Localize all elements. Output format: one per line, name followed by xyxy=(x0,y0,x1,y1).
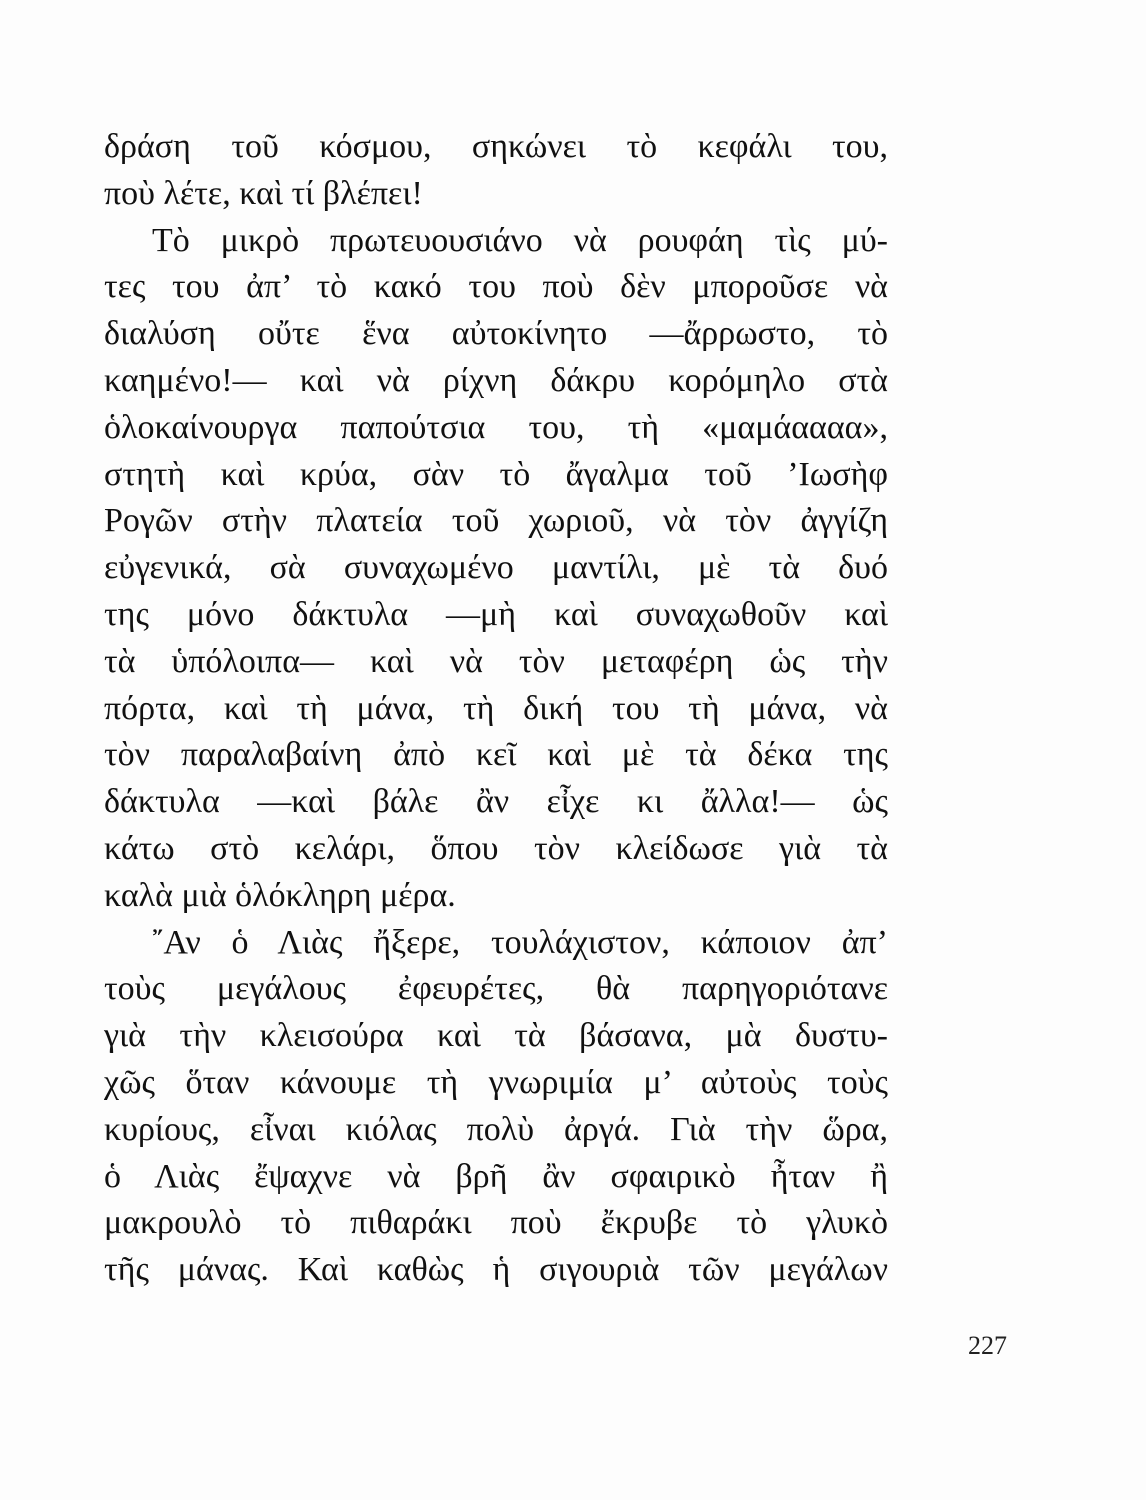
text-line: τοὺς μεγάλους ἐφευρέτες, θὰ παρηγοριότανε xyxy=(104,970,888,1008)
text-line: καλὰ μιὰ ὁλόκληρη μέρα. xyxy=(104,876,456,914)
text-line: ὁ Λιὰς ἔψαχνε νὰ βρῆ ἂν σφαιρικὸ ἦταν ἢ xyxy=(104,1157,888,1195)
text-line: τες του ἀπ’ τὸ κακό του ποὺ δὲν μποροῦσε νὰ xyxy=(104,268,888,306)
text-line: εὐγενικά, σὰ συναχωμένο μαντίλι, μὲ τὰ δυό xyxy=(104,549,888,587)
text-line: καημένο!— καὶ νὰ ρίχνη δάκρυ κορόμηλο στὰ xyxy=(104,361,888,399)
text-line: διαλύση οὔτε ἕνα αὐτοκίνητο —ἄρρωστο, τὸ xyxy=(104,315,888,353)
text-line: τῆς μάνας. Καὶ καθὼς ἡ σιγουριὰ τῶν μεγάλων xyxy=(104,1251,888,1289)
text-line: ῎Αν ὁ Λιὰς ἤξερε, τουλάχιστον, κάποιον ἀπ’ xyxy=(152,923,888,961)
text-line: κάτω στὸ κελάρι, ὅπου τὸν κλείδωσε γιὰ τὰ xyxy=(104,829,888,867)
text-line: δράση τοῦ κόσμου, σηκώνει τὸ κεφάλι του, xyxy=(104,128,888,165)
text-line: ποὺ λέτε, καὶ τί βλέπει! xyxy=(104,174,423,212)
text-line: μακρουλὸ τὸ πιθαράκι ποὺ ἔκρυβε τὸ γλυκὸ xyxy=(104,1204,888,1242)
text-line: Ρογῶν στὴν πλατεία τοῦ χωριοῦ, νὰ τὸν ἀγγίζη xyxy=(104,502,888,540)
text-line: ὁλοκαίνουργα παπούτσια του, τὴ «μαμάαααα», xyxy=(104,408,888,446)
text-line: χῶς ὅταν κάνουμε τὴ γνωριμία μ’ αὐτοὺς τοὺς xyxy=(104,1063,888,1101)
text-line: στητὴ καὶ κρύα, σὰν τὸ ἄγαλμα τοῦ ’Ιωσὴφ xyxy=(104,455,888,493)
text-line: δάκτυλα —καὶ βάλε ἂν εἶχε κι ἄλλα!— ὡς xyxy=(104,783,888,821)
text-line: της μόνο δάκτυλα —μὴ καὶ συναχωθοῦν καὶ xyxy=(104,595,888,633)
text-line: τὰ ὑπόλοιπα— καὶ νὰ τὸν μεταφέρη ὡς τὴν xyxy=(104,642,888,680)
text-line: Τὸ μικρὸ πρωτευουσιάνο νὰ ρουφάη τὶς μύ- xyxy=(152,221,888,259)
body-text xyxy=(104,124,888,1294)
text-line: κυρίους, εἶναι κιόλας πολὺ ἀργά. Γιὰ τὴν ὥρα, xyxy=(104,1110,888,1148)
text-line: πόρτα, καὶ τὴ μάνα, τὴ δική του τὴ μάνα, νὰ xyxy=(104,689,888,727)
text-line: τὸν παραλαβαίνη ἀπὸ κεῖ καὶ μὲ τὰ δέκα της xyxy=(104,736,888,774)
page-number: 227 xyxy=(968,1331,1007,1360)
text-line: γιὰ τὴν κλεισούρα καὶ τὰ βάσανα, μὰ δυστυ- xyxy=(104,1017,888,1055)
